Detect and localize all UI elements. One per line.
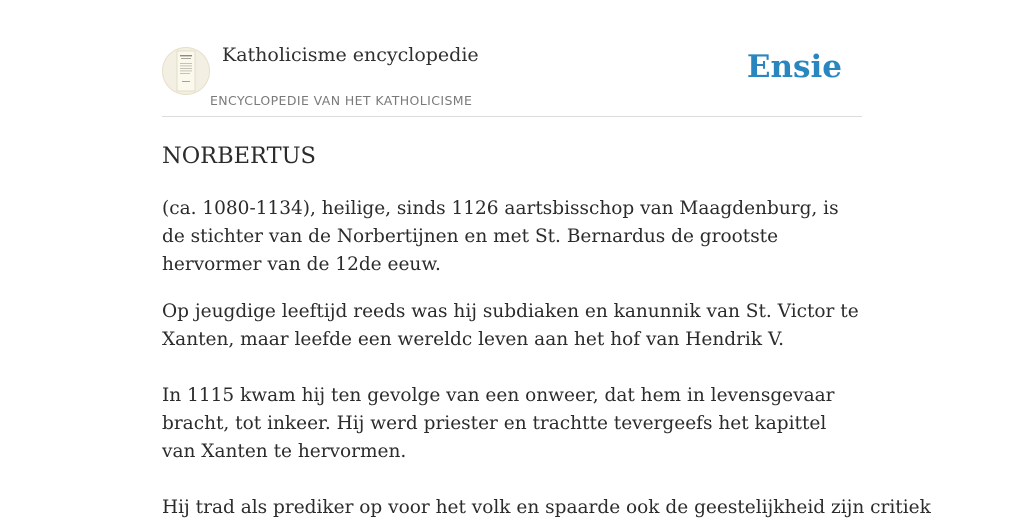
article-paragraph: In 1115 kwam hij ten gevolge van een onweer, dat hem in levensgevaar bracht, tot inkeer. Hij werd priester en trachtte tevergeefs het kapittel van Xanten te hervormen. [162, 385, 835, 462]
article-title: NORBERTUS [162, 143, 316, 169]
site-subtitle: ENCYCLOPEDIE VAN HET KATHOLICISME [210, 93, 473, 108]
article-paragraph: Op jeugdige leeftijd reeds was hij subdiaken en kanunnik van St. Victor te Xanten, maar leefde een wereldс leven aan het hof van Hendrik V. [162, 301, 859, 350]
book-cover-icon[interactable] [162, 47, 210, 95]
page [162, 0, 931, 522]
article-paragraph: Hij trad als prediker op voor het volk en spaarde ook de geestelijkheid zijn critiek [162, 497, 931, 518]
site-header [162, 0, 862, 117]
ensie-logo-link[interactable]: Ensie [746, 49, 842, 85]
site-title[interactable]: Katholicisme encyclopedie [222, 44, 479, 66]
article-paragraph: (ca. 1080-1134), heilige, sinds 1126 aartsbisschop van Maagdenburg, is de stichter van de Norbertijnen en met St. Bernardus de grootste hervormer van de 12de eeuw. [162, 198, 839, 275]
